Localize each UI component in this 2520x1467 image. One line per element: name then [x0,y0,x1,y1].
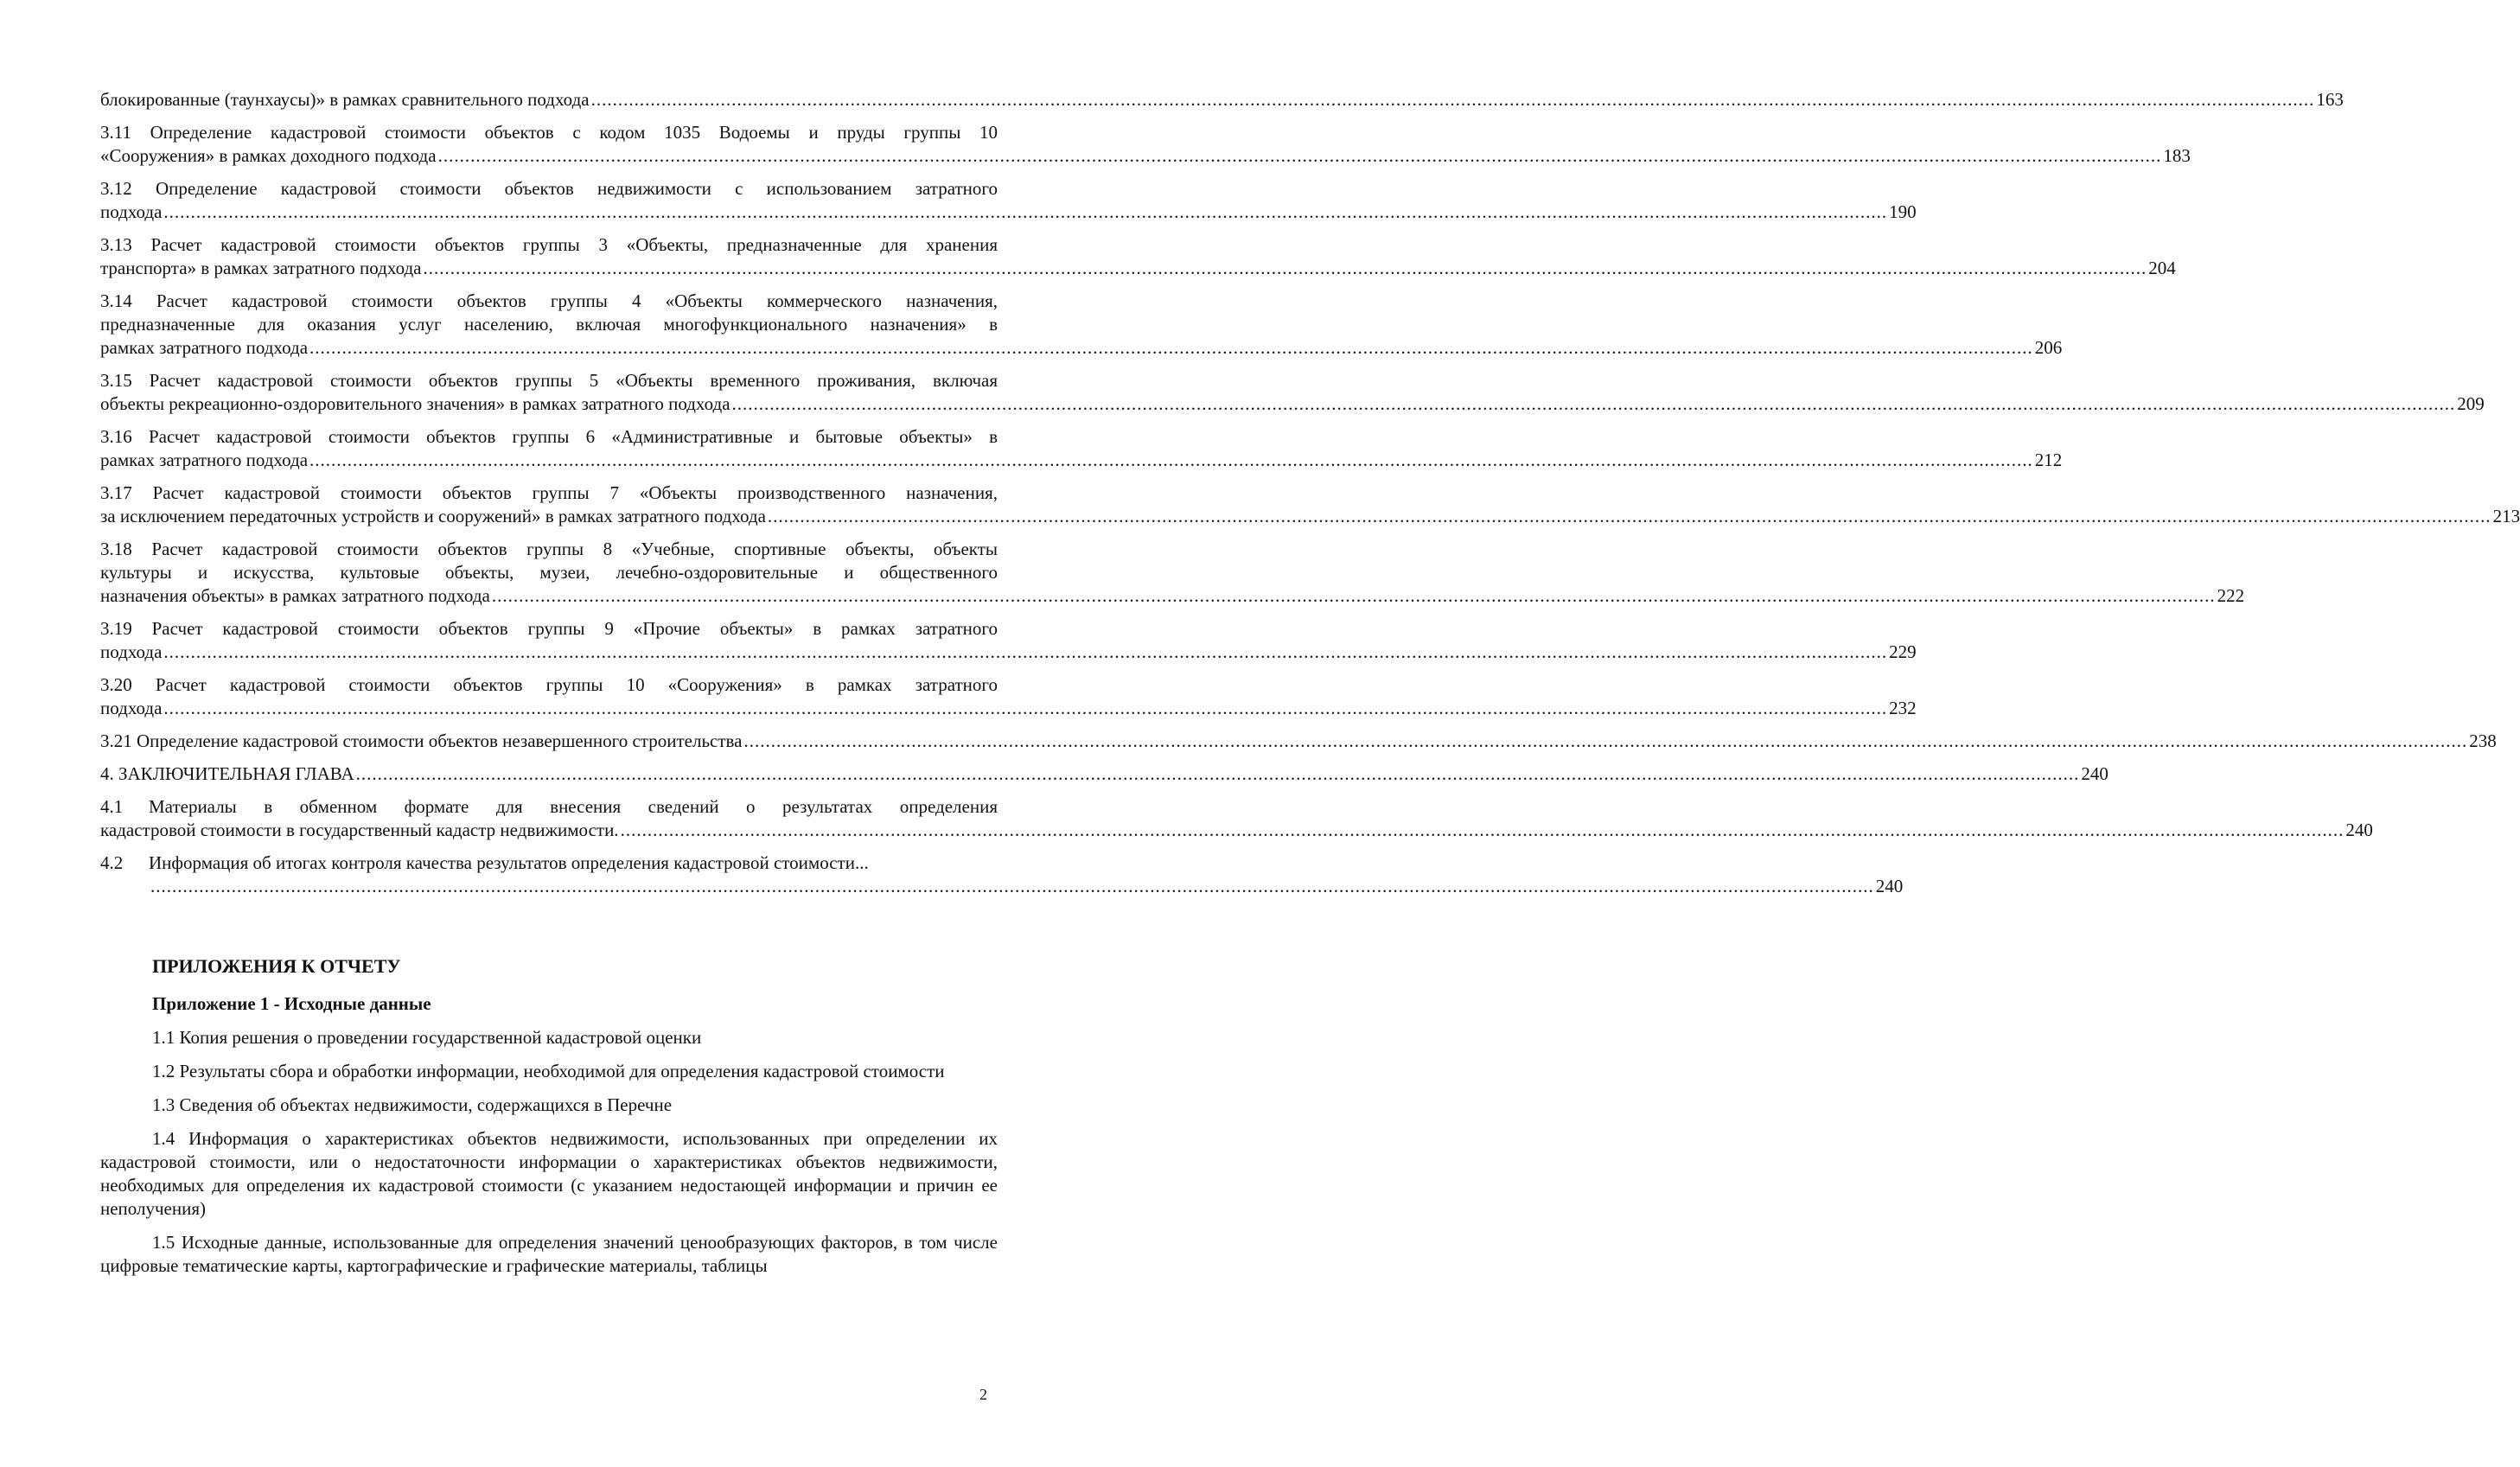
appendix-item-1-5: 1.5 Исходные данные, использованные для определения значений ценообразующих факторов, в том числе цифровые тематические карты, картографические и графические материалы, таблицы [100,1232,998,1276]
toc-entry-3-18[interactable] [100,538,2245,608]
toc-page-number: 213 [2492,506,2520,526]
toc-entry-text: 3.17 Расчет кадастровой стоимости объектов группы 7 «Объекты производственного назначения, [100,482,998,503]
page-number: 2 [979,1386,987,1403]
toc-entry-3-11[interactable] [100,121,2191,168]
toc-page-number: 238 [2469,730,2497,751]
appendix-item-1-3: 1.3 Сведения об объектах недвижимости, содержащихся в Перечне [152,1094,673,1115]
toc-entry-text: подхода [100,201,163,222]
leader-dots [309,336,2033,360]
appendix-item-1-1: 1.1 Копия решения о проведении государственной кадастровой оценки [152,1027,702,1048]
toc-entry-3-19[interactable] [100,617,1917,664]
toc-entry-text: культуры и искусства, культовые объекты, музеи, лечебно-оздоровительные и общественного [100,562,998,583]
toc-page-number: 240 [2081,763,2109,784]
toc-entry-text: 3.21 Определение кадастровой стоимости объектов незавершенного строительства [100,730,743,751]
appendix-item-1-4: 1.4 Информация о характеристиках объектов недвижимости, использованных при определении их кадастровой стоимости, или о недостаточности информации о характеристиках объектов недвижимости, необходимых для определения их кадастровой стоимости (с указанием недостающей информации и причин ее неполучения) [100,1128,998,1219]
leader-dots [163,697,1887,720]
toc-entry-text: 3.18 Расчет кадастровой стоимости объектов группы 8 «Учебные, спортивные объекты, объекты [100,539,998,559]
toc-entry-3-13[interactable] [100,233,2176,280]
leader-dots [163,641,1887,664]
toc-entry-3-17[interactable] [100,482,2520,528]
toc-entry-text: за исключением передаточных устройств и сооружений» в рамках затратного подхода [100,506,766,526]
toc-entry-number: 4.1 [100,796,124,817]
toc-page-number: 209 [2457,393,2485,414]
toc-page-number: 183 [2163,145,2191,166]
leader-dots [621,819,2345,842]
toc-entry-chapter-4[interactable] [100,762,2109,786]
toc-entry-text: 3.12 Определение кадастровой стоимости объектов недвижимости с использованием затратного [100,178,998,199]
toc-entry-text: транспорта» в рамках затратного подхода [100,258,422,278]
toc-entry-text: предназначенные для оказания услуг населению, включая многофункционального назначения» в [100,314,998,335]
toc-entry-blocked-houses[interactable] [100,88,2344,112]
toc-entry-3-21[interactable] [100,730,2497,753]
toc-page-number: 163 [2316,89,2344,110]
appendix-1-heading: Приложение 1 - Исходные данные [152,993,431,1014]
leader-dots [438,144,2162,168]
toc-entry-3-16[interactable] [100,425,2063,472]
toc-entry-3-14[interactable] [100,290,2063,360]
toc-entry-text: 3.19 Расчет кадастровой стоимости объектов группы 9 «Прочие объекты» в рамках затратного [100,618,998,639]
toc-entry-text: рамках затратного подхода [100,450,309,470]
toc-entry-text: 4. ЗАКЛЮЧИТЕЛЬНАЯ ГЛАВА [100,763,354,784]
toc-entry-3-20[interactable] [100,673,1917,720]
toc-entry-text: Информация об итогах контроля качества результатов определения кадастровой стоимости... [149,852,869,873]
toc-page-number: 206 [2034,337,2063,358]
appendices-section [100,954,998,1288]
toc-entry-text: 3.13 Расчет кадастровой стоимости объектов группы 3 «Объекты, предназначенные для хранения [100,234,998,255]
toc-entry-text: 3.15 Расчет кадастровой стоимости объектов группы 5 «Объекты временного проживания, включая [100,370,998,391]
toc-entry-text: подхода [100,641,163,662]
toc-entry-text: кадастровой стоимости в государственный кадастр недвижимости. [100,820,619,840]
toc-entry-text: 3.20 Расчет кадастровой стоимости объектов группы 10 «Сооружения» в рамках затратного [100,674,998,695]
toc-page-number: 222 [2217,585,2245,606]
toc-entry-text: объекты рекреационно-оздоровительного значения» в рамках затратного подхода [100,393,730,414]
toc-entry-text: 3.11 Определение кадастровой стоимости объектов с кодом 1035 Водоемы и пруды группы 10 [100,122,998,143]
leader-dots [423,257,2147,280]
toc-entry-3-15[interactable] [100,369,2485,416]
leader-dots [591,88,2315,112]
toc-page-number: 240 [1875,876,1904,896]
toc-page-number: 240 [2345,820,2373,840]
toc-entry-3-12[interactable] [100,177,1917,224]
leader-dots [732,392,2456,416]
toc-entry-text: 3.16 Расчет кадастровой стоимости объектов группы 6 «Административные и бытовые объекты» в [100,426,998,447]
appendix-item-1-2: 1.2 Результаты сбора и обработки информации, необходимой для определения кадастровой стоимости [152,1061,945,1081]
toc-page-number: 229 [1889,641,1917,662]
toc-page-number: 232 [1889,698,1917,718]
toc-entry-text: «Сооружения» в рамках доходного подхода [100,145,437,166]
toc-entry-text: блокированные (таунхаусы)» в рамках сравнительного подхода [100,89,590,110]
leader-dots [356,762,2080,786]
toc-page-number: 212 [2034,450,2063,470]
toc-entry-4-2[interactable] [100,851,1904,898]
toc-entry-text: назначения объекты» в рамках затратного подхода [100,585,490,606]
leader-dots [309,449,2033,472]
toc-entry-text: подхода [100,698,163,718]
appendices-heading: ПРИЛОЖЕНИЯ К ОТЧЕТУ [152,955,401,977]
toc-entry-text: 3.14 Расчет кадастровой стоимости объектов группы 4 «Объекты коммерческого назначения, [100,290,998,311]
toc-entry-text: рамках затратного подхода [100,337,309,358]
leader-dots [163,201,1887,224]
toc-page-number: 204 [2148,258,2176,278]
toc-entry-number: 4.2 [100,852,124,873]
toc-page-number: 190 [1889,201,1917,222]
leader-dots [492,584,2216,608]
leader-dots [743,730,2467,753]
leader-dots [768,505,2491,528]
table-of-contents [100,88,2520,908]
toc-entry-4-1[interactable] [100,795,2373,842]
toc-entry-text: Материалы в обменном формате для внесения сведений о результатах определения [149,796,998,817]
leader-dots [150,875,1874,898]
